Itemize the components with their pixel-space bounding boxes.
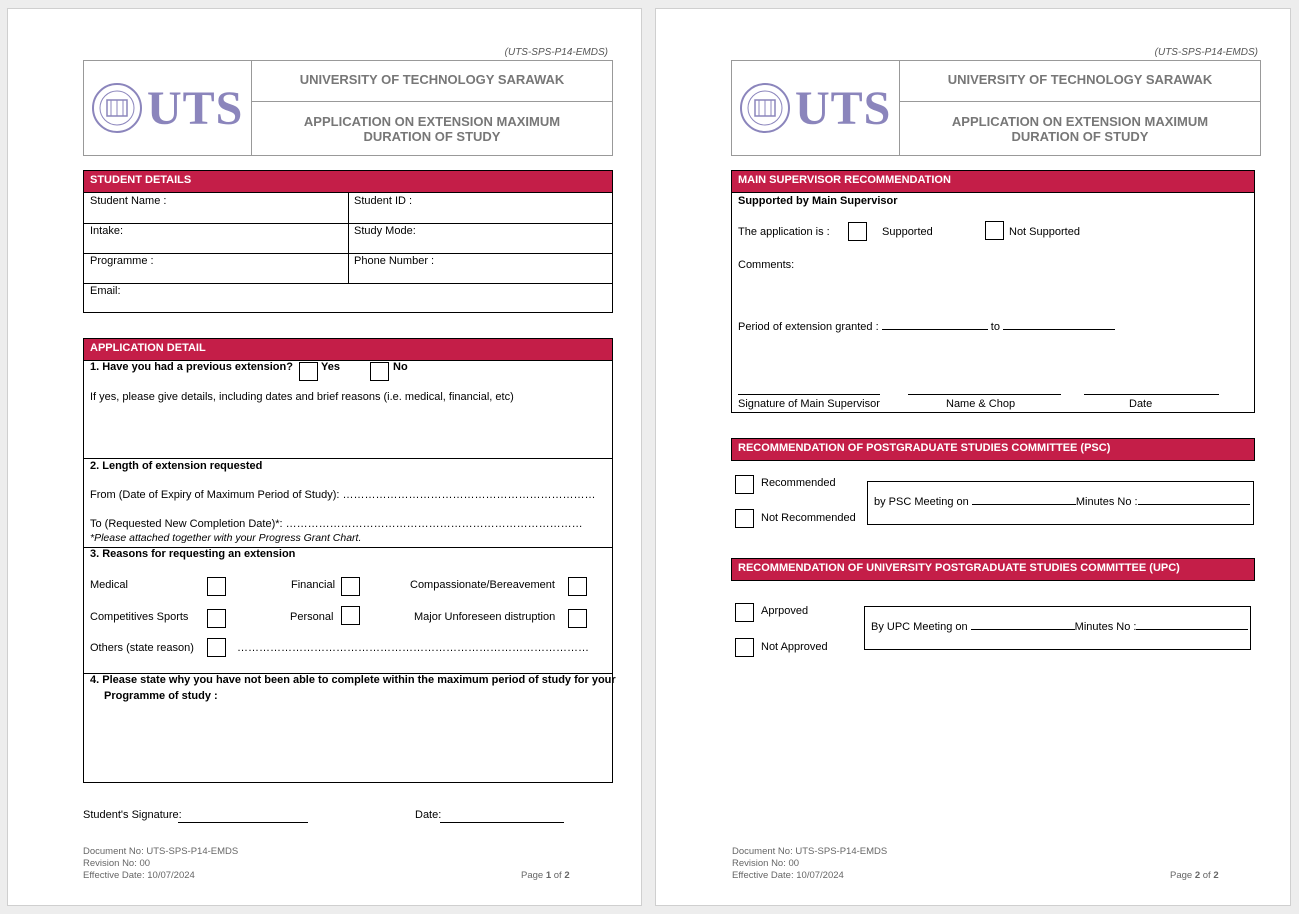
psc-heading: RECOMMENDATION OF POSTGRADUATE STUDIES COMMITTEE (PSC) [731,438,1255,461]
period-granted-field[interactable]: Period of extension granted : to [738,321,1115,333]
document-number: Document No: UTS-SPS-P14-EMDS [732,846,888,857]
effective-date: Effective Date: 10/07/2024 [732,870,844,881]
previous-extension-no-checkbox[interactable] [370,362,389,381]
date-label: Date: [415,809,442,821]
no-label: No [393,361,408,373]
q4-line2[interactable]: Programme of study : [104,690,218,702]
medical-checkbox[interactable] [207,577,226,596]
student-id-field[interactable]: Student ID : [354,195,413,207]
intake-field[interactable]: Intake: [90,225,124,237]
university-name: UNIVERSITY OF TECHNOLOGY SARAWAK [252,61,612,102]
medical-label: Medical [90,579,128,591]
page-1 [7,8,642,906]
upc-meeting-field[interactable]: By UPC Meeting on Minutes No : [871,621,1248,633]
document-number: Document No: UTS-SPS-P14-EMDS [83,846,239,857]
page-number-1: Page 1 of 2 [521,870,570,881]
previous-extension-yes-checkbox[interactable] [299,362,318,381]
name-chop-label: Name & Chop [946,398,1016,410]
financial-label: Financial [291,579,336,591]
form-title [900,102,1260,155]
attachment-note: *Please attached together with your Progress Grant Chart. [90,532,362,544]
sports-label: Competitives Sports [90,611,189,623]
supported-by-label: Supported by Main Supervisor [738,195,898,207]
effective-date: Effective Date: 10/07/2024 [83,870,195,881]
student-signature-line[interactable] [178,822,308,823]
form-title-line2: DURATION OF STUDY [1011,129,1149,144]
supervisor-date-line[interactable] [1084,394,1219,395]
comments-label[interactable]: Comments: [738,259,795,271]
not-recommended-checkbox[interactable] [735,509,754,528]
uts-logo [732,61,900,155]
not-recommended-label: Not Recommended [761,512,856,524]
approved-label: Aprpoved [761,605,809,617]
compassionate-checkbox[interactable] [568,577,587,596]
unforeseen-label: Major Unforeseen distruption [414,611,556,623]
recommended-checkbox[interactable] [735,475,754,494]
supervisor-heading: MAIN SUPERVISOR RECOMMENDATION [731,170,1255,193]
university-name: UNIVERSITY OF TECHNOLOGY SARAWAK [900,61,1260,102]
revision-number: Revision No: 00 [83,858,151,869]
supervisor-signature-label: Signature of Main Supervisor [738,398,880,410]
recommended-label: Recommended [761,477,836,489]
others-reason-field[interactable]: …………………………………………………………………………………… [237,642,589,654]
yes-label: Yes [321,361,340,373]
unforeseen-checkbox[interactable] [568,609,587,628]
form-title [252,102,612,155]
student-name-field[interactable]: Student Name : [90,195,167,207]
student-details-table [83,193,613,313]
not-supported-label: Not Supported [1009,226,1080,238]
application-detail-heading: APPLICATION DETAIL [83,338,613,361]
not-approved-checkbox[interactable] [735,638,754,657]
supported-checkbox[interactable] [848,222,867,241]
application-is-label: The application is : [738,226,830,238]
q2-length-heading: 2. Length of extension requested [90,460,263,472]
name-chop-line[interactable] [908,394,1061,395]
q1-details-prompt[interactable]: If yes, please give details, including dates and brief reasons (i.e. medical, financial, etc) [90,391,514,403]
application-detail-table [83,361,616,783]
university-seal-icon [92,83,142,133]
sports-checkbox[interactable] [207,609,226,628]
form-header [83,60,613,156]
student-signature-label: Student's Signature: [83,809,182,821]
doc-code: (UTS-SPS-P14-EMDS) [504,47,608,58]
supervisor-section [731,193,1255,413]
upc-meeting-box [864,606,1251,650]
logo-wordmark: UTS [795,82,892,135]
approved-checkbox[interactable] [735,603,754,622]
page-number-2: Page 2 of 2 [1170,870,1219,881]
upc-heading: RECOMMENDATION OF UNIVERSITY POSTGRADUATE STUDIES COMMITTEE (UPC) [731,558,1255,581]
document-footer [83,846,238,882]
revision-number: Revision No: 00 [732,858,800,869]
doc-code: (UTS-SPS-P14-EMDS) [1154,47,1258,58]
others-checkbox[interactable] [207,638,226,657]
student-date-line[interactable] [440,822,564,823]
not-supported-checkbox[interactable] [985,221,1004,240]
phone-number-field[interactable]: Phone Number : [354,255,435,267]
q3-reasons-heading: 3. Reasons for requesting an extension [90,548,296,560]
financial-checkbox[interactable] [341,577,360,596]
page-2 [655,8,1291,906]
uts-logo [84,61,252,155]
programme-field[interactable]: Programme : [90,255,154,267]
q1-previous-extension: 1. Have you had a previous extension? [90,361,293,373]
email-field[interactable]: Email: [90,285,121,297]
study-mode-field[interactable]: Study Mode: [354,225,416,237]
supervisor-date-label: Date [1129,398,1153,410]
form-title-line1: APPLICATION ON EXTENSION MAXIMUM [951,114,1209,129]
student-details-heading: STUDENT DETAILS [83,170,613,193]
others-label: Others (state reason) [90,642,194,654]
q4-line1: 4. Please state why you have not been able to complete within the maximum period of study for your [90,674,616,686]
form-title-line2: DURATION OF STUDY [363,129,501,144]
from-date-field[interactable]: From (Date of Expiry of Maximum Period of Study): …………………………………………………………… [90,489,596,501]
to-date-field[interactable]: To (Requested New Completion Date)*: ……………………………………………………………………… [90,518,583,530]
not-approved-label: Not Approved [761,641,828,653]
supervisor-signature-line[interactable] [738,394,880,395]
document-footer [732,846,887,882]
psc-meeting-field[interactable]: by PSC Meeting on Minutes No : [874,496,1250,508]
compassionate-label: Compassionate/Bereavement [410,579,555,591]
logo-wordmark: UTS [147,82,244,135]
university-seal-icon [740,83,790,133]
form-title-line1: APPLICATION ON EXTENSION MAXIMUM [303,114,561,129]
form-header [731,60,1261,156]
psc-meeting-box [867,481,1254,525]
personal-label: Personal [290,611,334,623]
personal-checkbox[interactable] [341,606,360,625]
supported-label: Supported [882,226,933,238]
